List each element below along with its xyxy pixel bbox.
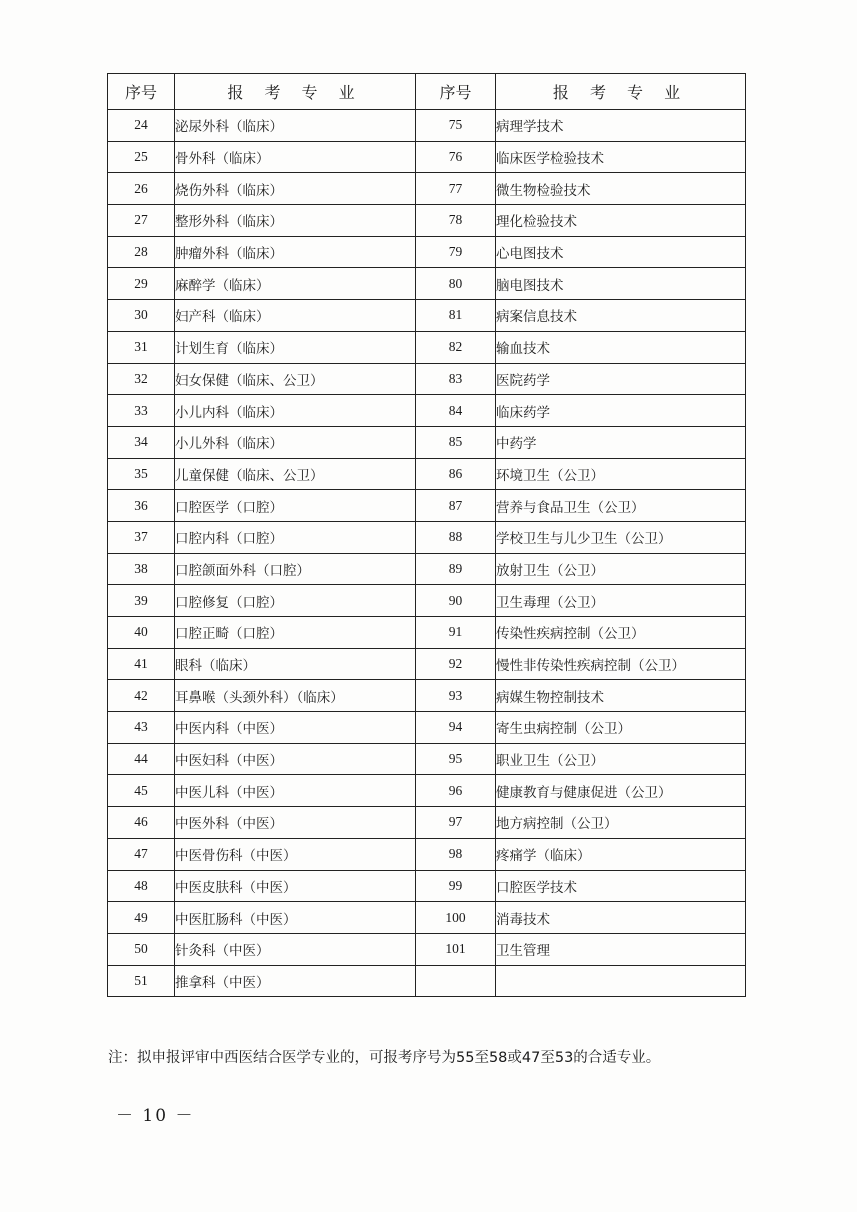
seq-cell: 27: [108, 205, 175, 237]
major-cell: 病案信息技术: [496, 300, 746, 332]
seq-cell: 76: [416, 141, 496, 173]
major-list-table: [107, 73, 746, 997]
major-cell: 眼科（临床）: [175, 648, 416, 680]
major-cell: 口腔内科（口腔）: [175, 521, 416, 553]
table-row: [108, 521, 746, 553]
major-cell: 骨外科（临床）: [175, 141, 416, 173]
seq-cell: 42: [108, 680, 175, 712]
seq-cell: 32: [108, 363, 175, 395]
seq-cell: 88: [416, 521, 496, 553]
seq-cell: 46: [108, 807, 175, 839]
seq-cell: 29: [108, 268, 175, 300]
major-cell: 放射卫生（公卫）: [496, 553, 746, 585]
major-cell: 麻醉学（临床）: [175, 268, 416, 300]
table-row: [108, 205, 746, 237]
seq-cell: 44: [108, 743, 175, 775]
major-cell: 妇女保健（临床、公卫）: [175, 363, 416, 395]
page-number: － 10 －: [116, 1106, 195, 1126]
major-cell: 妇产科（临床）: [175, 300, 416, 332]
major-cell: 中医儿科（中医）: [175, 775, 416, 807]
major-cell: 中医内科（中医）: [175, 712, 416, 744]
seq-cell: 51: [108, 965, 175, 997]
seq-cell: 48: [108, 870, 175, 902]
major-cell: 口腔颌面外科（口腔）: [175, 553, 416, 585]
seq-cell: 47: [108, 838, 175, 870]
major-cell: 传染性疾病控制（公卫）: [496, 617, 746, 649]
table-row: [108, 617, 746, 649]
major-cell: 营养与食品卫生（公卫）: [496, 490, 746, 522]
major-cell: 泌尿外科（临床）: [175, 110, 416, 142]
seq-cell: 89: [416, 553, 496, 585]
seq-cell: 87: [416, 490, 496, 522]
seq-cell: 85: [416, 426, 496, 458]
major-cell: 中药学: [496, 426, 746, 458]
header-major-right: 报 考 专 业: [496, 74, 746, 110]
seq-cell: 31: [108, 331, 175, 363]
table-row: [108, 965, 746, 997]
table-row: [108, 553, 746, 585]
seq-cell: 37: [108, 521, 175, 553]
table-row: [108, 236, 746, 268]
seq-cell: 30: [108, 300, 175, 332]
major-cell: 中医妇科（中医）: [175, 743, 416, 775]
table-row: [108, 712, 746, 744]
seq-cell: 100: [416, 902, 496, 934]
major-cell: 寄生虫病控制（公卫）: [496, 712, 746, 744]
table-row: [108, 173, 746, 205]
major-cell: 脑电图技术: [496, 268, 746, 300]
seq-cell: 33: [108, 395, 175, 427]
major-cell: 卫生管理: [496, 933, 746, 965]
header-seq-left: 序号: [108, 74, 175, 110]
major-cell: 卫生毒理（公卫）: [496, 585, 746, 617]
table-row: [108, 395, 746, 427]
table-row: [108, 110, 746, 142]
major-cell: 理化检验技术: [496, 205, 746, 237]
table-header-row: [108, 74, 746, 110]
table-row: [108, 933, 746, 965]
major-cell: 输血技术: [496, 331, 746, 363]
table-row: [108, 838, 746, 870]
seq-cell: 38: [108, 553, 175, 585]
major-cell: 消毒技术: [496, 902, 746, 934]
major-cell: 烧伤外科（临床）: [175, 173, 416, 205]
seq-cell: 41: [108, 648, 175, 680]
seq-cell: 94: [416, 712, 496, 744]
table-row: [108, 426, 746, 458]
seq-cell: 26: [108, 173, 175, 205]
table-row: [108, 585, 746, 617]
table-row: [108, 141, 746, 173]
major-cell: 中医骨伤科（中医）: [175, 838, 416, 870]
major-cell: 健康教育与健康促进（公卫）: [496, 775, 746, 807]
major-cell: 耳鼻喉（头颈外科）（临床）: [175, 680, 416, 712]
major-cell: 心电图技术: [496, 236, 746, 268]
seq-cell: 49: [108, 902, 175, 934]
seq-cell: 75: [416, 110, 496, 142]
seq-cell: 45: [108, 775, 175, 807]
seq-cell: 84: [416, 395, 496, 427]
major-cell: 慢性非传染性疾病控制（公卫）: [496, 648, 746, 680]
seq-cell: 40: [108, 617, 175, 649]
seq-cell: 83: [416, 363, 496, 395]
major-cell: 整形外科（临床）: [175, 205, 416, 237]
table-row: [108, 807, 746, 839]
seq-cell: 35: [108, 458, 175, 490]
table-row: [108, 648, 746, 680]
major-cell: 口腔正畸（口腔）: [175, 617, 416, 649]
major-cell: 学校卫生与儿少卫生（公卫）: [496, 521, 746, 553]
header-seq-right: 序号: [416, 74, 496, 110]
seq-cell: 78: [416, 205, 496, 237]
seq-cell: 101: [416, 933, 496, 965]
major-cell: 小儿内科（临床）: [175, 395, 416, 427]
major-cell: 口腔修复（口腔）: [175, 585, 416, 617]
major-cell: 临床医学检验技术: [496, 141, 746, 173]
major-cell: 病媒生物控制技术: [496, 680, 746, 712]
major-cell: 口腔医学（口腔）: [175, 490, 416, 522]
table-row: [108, 775, 746, 807]
seq-cell: [416, 965, 496, 997]
seq-cell: 28: [108, 236, 175, 268]
seq-cell: 77: [416, 173, 496, 205]
seq-cell: 99: [416, 870, 496, 902]
seq-cell: 97: [416, 807, 496, 839]
major-cell: 肿瘤外科（临床）: [175, 236, 416, 268]
table-row: [108, 902, 746, 934]
table-row: [108, 490, 746, 522]
major-cell: 计划生育（临床）: [175, 331, 416, 363]
major-cell: 临床药学: [496, 395, 746, 427]
seq-cell: 36: [108, 490, 175, 522]
major-cell: 地方病控制（公卫）: [496, 807, 746, 839]
footnote: 注：拟申报评审中西医结合医学专业的，可报考序号为55至58或47至53的合适专业。: [108, 1050, 661, 1066]
seq-cell: 96: [416, 775, 496, 807]
major-cell: [496, 965, 746, 997]
seq-cell: 82: [416, 331, 496, 363]
table-row: [108, 743, 746, 775]
seq-cell: 93: [416, 680, 496, 712]
major-cell: 医院药学: [496, 363, 746, 395]
seq-cell: 98: [416, 838, 496, 870]
major-cell: 儿童保健（临床、公卫）: [175, 458, 416, 490]
major-cell: 中医皮肤科（中医）: [175, 870, 416, 902]
table-row: [108, 870, 746, 902]
major-cell: 职业卫生（公卫）: [496, 743, 746, 775]
seq-cell: 80: [416, 268, 496, 300]
table-row: [108, 458, 746, 490]
major-cell: 病理学技术: [496, 110, 746, 142]
seq-cell: 92: [416, 648, 496, 680]
major-cell: 针灸科（中医）: [175, 933, 416, 965]
table-row: [108, 300, 746, 332]
seq-cell: 34: [108, 426, 175, 458]
major-cell: 微生物检验技术: [496, 173, 746, 205]
seq-cell: 81: [416, 300, 496, 332]
major-cell: 环境卫生（公卫）: [496, 458, 746, 490]
major-cell: 推拿科（中医）: [175, 965, 416, 997]
major-cell: 小儿外科（临床）: [175, 426, 416, 458]
table-row: [108, 331, 746, 363]
seq-cell: 90: [416, 585, 496, 617]
seq-cell: 86: [416, 458, 496, 490]
header-major-left: 报 考 专 业: [175, 74, 416, 110]
seq-cell: 24: [108, 110, 175, 142]
seq-cell: 91: [416, 617, 496, 649]
major-cell: 疼痛学（临床）: [496, 838, 746, 870]
seq-cell: 25: [108, 141, 175, 173]
seq-cell: 50: [108, 933, 175, 965]
seq-cell: 79: [416, 236, 496, 268]
seq-cell: 95: [416, 743, 496, 775]
seq-cell: 43: [108, 712, 175, 744]
table-row: [108, 680, 746, 712]
table-row: [108, 363, 746, 395]
major-cell: 口腔医学技术: [496, 870, 746, 902]
major-cell: 中医肛肠科（中医）: [175, 902, 416, 934]
table-row: [108, 268, 746, 300]
seq-cell: 39: [108, 585, 175, 617]
major-cell: 中医外科（中医）: [175, 807, 416, 839]
